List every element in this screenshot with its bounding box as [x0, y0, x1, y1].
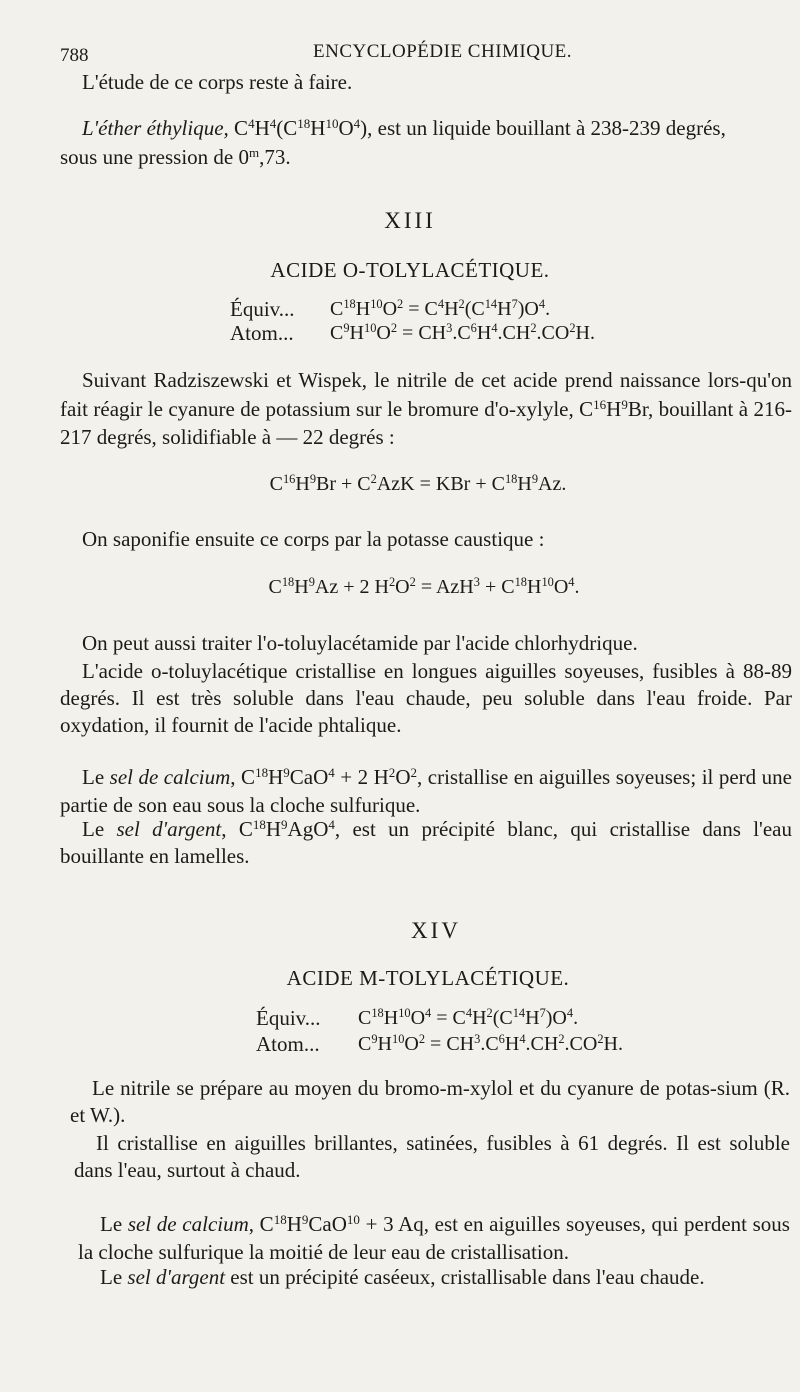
section-13-paragraph-4: L'acide o-toluylacétique cristallise en longues aiguilles soyeuses, fusibles à 88-89 degrés. Il est très soluble dans l'eau chaude, peu soluble dans l'eau froide. Par oxydation, il fournit de l'acide phtalique.	[60, 659, 792, 737]
section-13-paragraph-1: Suivant Radziszewski et Wispek, le nitrile de cet acide prend naissance lors-qu'on fait réagir le cyanure de potassium sur le bromure d'o-xylyle, $C^{16}H^9Br$, bouillant à 216-217 degrés, solidifiable à — 22 degrés :	[60, 368, 792, 449]
section-13-equiv-label: Équiv...	[230, 297, 295, 321]
section-14-equiv-formula: $C^{18}H^{10}O^4 = C^4H^2(C^{14}H^7)O^4$.	[358, 1006, 579, 1029]
section-13-equation-1: $C^{16}H^9Br + C^2AzK$ = KBr + $C^{18}H^9Az$.	[269, 472, 567, 495]
section-13-atom-label: Atom...	[230, 321, 294, 345]
section-14-atom-formula: $C^9H^{10}O^2 = CH^3.C^6H^4.CH^2.CO^2H$.	[358, 1032, 623, 1055]
section-14-atom-label: Atom...	[256, 1032, 320, 1056]
section-13-number: XIII	[384, 208, 436, 233]
section-14-number: XIV	[411, 918, 461, 943]
ether-paragraph-line1	[82, 115, 794, 141]
section-14-paragraph-1: Le nitrile se prépare au moyen du bromo-m-xylol et du cyanure de potas-sium (R. et W.).	[70, 1076, 790, 1127]
section-14-equiv-label: Équiv...	[256, 1006, 321, 1030]
section-14-title: ACIDE M-TOLYLACÉTIQUE.	[286, 966, 570, 990]
ether-paragraph-line2: sous une pression de 0$^m$,73.	[60, 144, 291, 169]
page-number: 788	[60, 45, 89, 66]
intro-line: L'étude de ce corps reste à faire.	[82, 70, 353, 94]
section-14-paragraph-2: Il cristallise en aiguilles brillantes, satinées, fusibles à 61 degrés. Il est soluble dans l'eau, surtout à chaud.	[74, 1131, 790, 1182]
section-14-paragraph-4: Le sel d'argent est un précipité caséeux, cristallisable dans l'eau chaude.	[100, 1265, 705, 1289]
ether-description: , est un liquide bouillant à 238-239 degrés,	[367, 116, 726, 140]
section-13-equiv-formula: $C^{18}H^{10}O^2 = C^4H^2(C^{14}H^7)O^4$.	[330, 297, 551, 320]
running-title: ENCYCLOPÉDIE CHIMIQUE.	[313, 41, 573, 62]
section-14-paragraph-3: Le sel de calcium, $C^{18}H^9CaO^{10} + 3$ Aq, est en aiguilles soyeuses, qui perdent sous la cloche sulfurique la moitié de leur eau de cristallisation.	[78, 1211, 790, 1264]
section-13-equation-2: $C^{18}H^9Az + 2$ $H^2O^2 = AzH^3 + C^{18}H^{10}O^4$.	[268, 575, 580, 598]
ether-name: L'éther éthylique,	[82, 116, 229, 140]
ether-formula: $C^4H^4(C^{18}H^{10}O^4)$	[234, 115, 368, 140]
section-13-atom-formula: $C^9H^{10}O^2 = CH^3.C^6H^4.CH^2.CO^2H$.	[330, 321, 595, 344]
section-13-paragraph-2: On saponifie ensuite ce corps par la potasse caustique :	[82, 527, 545, 551]
section-13-paragraph-6: Le sel d'argent, $C^{18}H^9AgO^4$, est un précipité blanc, qui cristallise dans l'eau bouillante en lamelles.	[60, 816, 792, 868]
section-13-paragraph-5: Le sel de calcium, $C^{18}H^9CaO^4 + 2$ $H^2O^2$, cristallise en aiguilles soyeuses; il perd une partie de son eau sous la cloche sulfurique.	[60, 764, 792, 817]
section-13-title: ACIDE O-TOLYLACÉTIQUE.	[270, 258, 550, 282]
section-13-paragraph-3: On peut aussi traiter l'o-toluylacétamide par l'acide chlorhydrique.	[82, 631, 638, 655]
